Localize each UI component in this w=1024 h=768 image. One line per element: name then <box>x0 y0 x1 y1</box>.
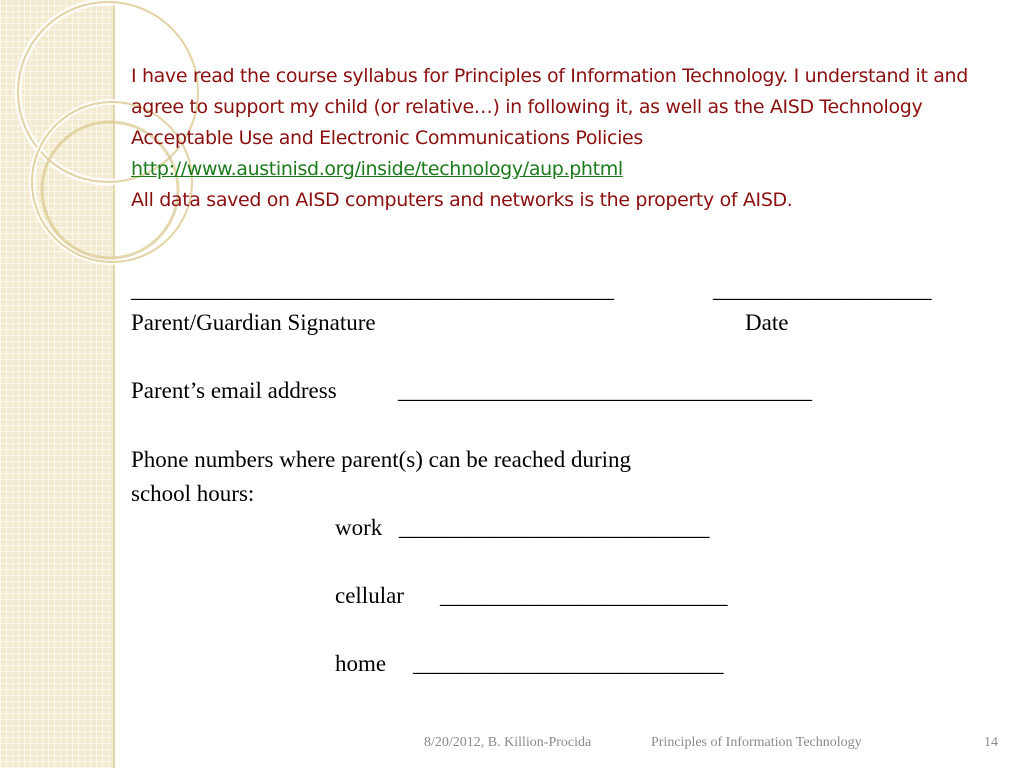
email-line[interactable]: ____________________________________ <box>398 378 812 403</box>
slide-number: 14 <box>984 735 998 750</box>
cellular-phone-line[interactable]: _________________________ <box>440 583 728 608</box>
work-label: work <box>335 515 383 540</box>
cellular-label: cellular <box>335 583 404 608</box>
phone-prompt-continued: school hours: <box>131 481 255 506</box>
signature-line[interactable]: __________________________________________ <box>131 277 614 302</box>
agreement-intro <box>131 61 1001 216</box>
aup-link[interactable]: http://www.austinisd.org/inside/technology/aup.phtml <box>131 158 623 180</box>
footer-date-author: 8/20/2012, B. Killion-Procida <box>424 735 592 750</box>
footer-course-title: Principles of Information Technology <box>651 735 862 750</box>
home-label: home <box>335 651 387 676</box>
agreement-paragraph: I have read the course syllabus for Principles of Information Technology. I understand it and agree to support my child (or relative…) in following it, as well as the AISD Technology Acceptable Use and Electronic Communications Policies <box>131 65 968 149</box>
date-line[interactable]: ___________________ <box>713 277 932 302</box>
email-label: Parent’s email address <box>131 378 337 403</box>
work-phone-line[interactable]: ___________________________ <box>399 515 710 540</box>
signature-label: Parent/Guardian Signature <box>131 310 376 335</box>
phone-prompt: Phone numbers where parent(s) can be reached during <box>131 447 632 472</box>
date-label: Date <box>745 310 789 335</box>
home-phone-line[interactable]: ___________________________ <box>413 651 724 676</box>
data-ownership-note: All data saved on AISD computers and networks is the property of AISD. <box>131 189 793 211</box>
